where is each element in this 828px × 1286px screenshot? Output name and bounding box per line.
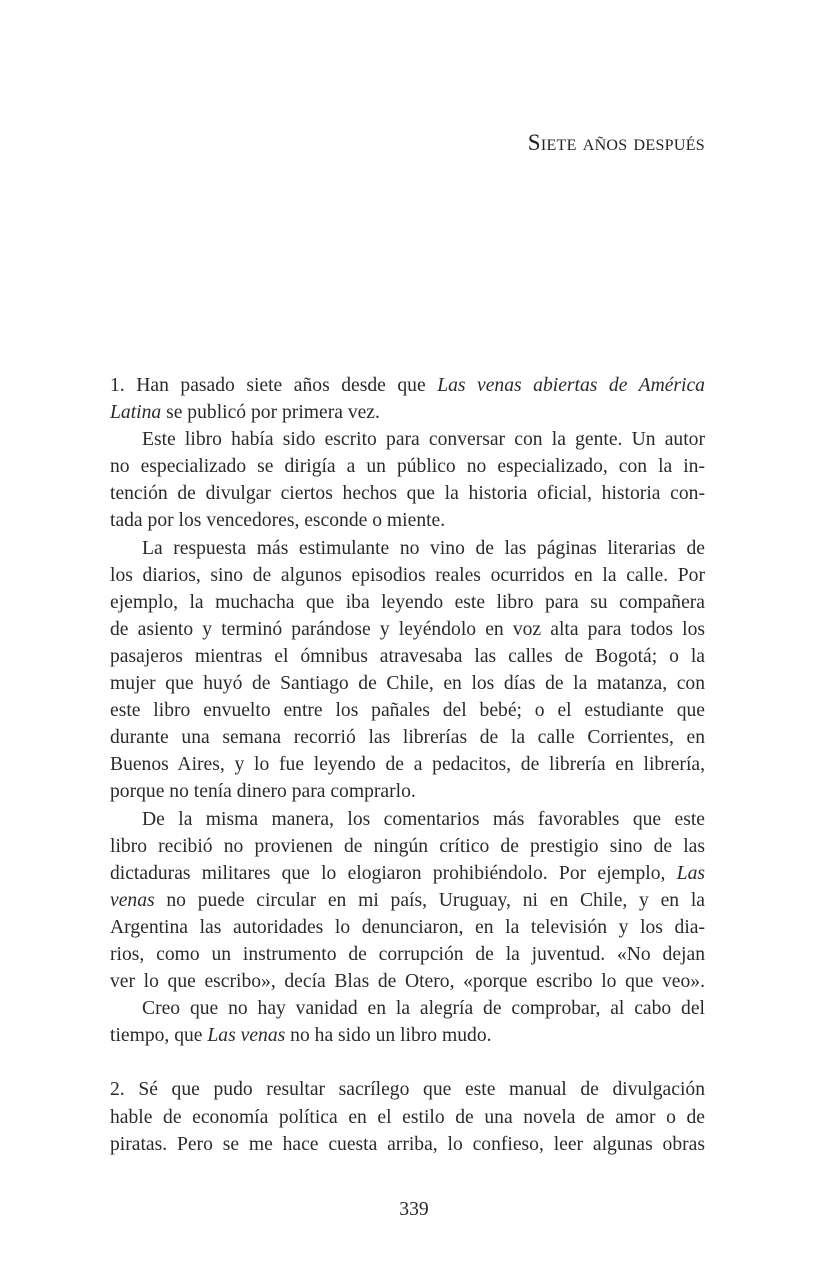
italic-title-text: Latina	[110, 402, 162, 424]
text-line	[110, 860, 705, 887]
text-run: tada por los vencedores, esconde o miente.	[110, 510, 446, 532]
text-line	[110, 1131, 705, 1158]
text-line	[110, 643, 705, 670]
text-run: hable de economía política en el estilo de una novela de amor o de	[110, 1106, 705, 1128]
text-line	[110, 399, 705, 426]
text-run: Creo que no hay vanidad en la alegría de comprobar, al cabo del	[142, 998, 705, 1020]
text-run: de asiento y terminó parándose y leyéndolo en voz alta para todos los	[110, 618, 705, 640]
text-line	[110, 535, 705, 562]
text-line	[110, 778, 705, 805]
text-line	[110, 806, 705, 833]
text-run: ejemplo, la muchacha que iba leyendo este libro para su compañera	[110, 591, 705, 613]
text-line	[110, 1022, 705, 1049]
body-text	[110, 372, 705, 1158]
text-line	[110, 1049, 705, 1076]
text-run: 1. Han pasado siete años desde que	[110, 375, 438, 396]
text-run: ver lo que escribo», decía Blas de Otero, «porque escribo lo que veo».	[110, 971, 705, 993]
text-line	[110, 426, 705, 453]
text-run: los diarios, sino de algunos episodios reales ocurridos en la calle. Por	[110, 564, 705, 586]
text-line	[110, 453, 705, 480]
text-line	[110, 1076, 705, 1103]
text-run: no especializado se dirigía a un público no especializado, con la in-	[110, 456, 705, 478]
italic-title-text: Las venas abiertas de América	[437, 375, 705, 396]
text-line	[110, 697, 705, 724]
text-run: no ha sido un libro mudo.	[285, 1025, 492, 1047]
text-line	[110, 995, 705, 1022]
text-line	[110, 670, 705, 697]
text-line	[110, 887, 705, 914]
text-run: mujer que huyó de Santiago de Chile, en los días de la matanza, con	[110, 673, 705, 695]
text-line	[110, 968, 705, 995]
text-run: Buenos Aires, y lo fue leyendo de a pedacitos, de librería en librería,	[110, 754, 705, 776]
text-run: 2. Sé que pudo resultar sacrílego que este manual de divulgación	[110, 1079, 705, 1101]
text-line	[110, 724, 705, 751]
text-line	[110, 507, 705, 534]
text-run: no puede circular en mi país, Uruguay, ni en Chile, y en la	[154, 889, 705, 911]
text-line	[110, 562, 705, 589]
text-run: De la misma manera, los comentarios más favorables que este	[142, 808, 705, 830]
text-line	[110, 372, 705, 399]
text-line	[110, 616, 705, 643]
text-line	[110, 833, 705, 860]
text-line	[110, 751, 705, 778]
page-number: 339	[399, 1199, 429, 1220]
text-run: durante una semana recorrió las librerías de la calle Corrientes, en	[110, 727, 705, 749]
text-run: tención de divulgar ciertos hechos que la historia oficial, historia con-	[110, 483, 705, 505]
text-line	[110, 589, 705, 616]
text-line	[110, 480, 705, 507]
text-run: tiempo, que	[110, 1025, 208, 1047]
text-line	[110, 914, 705, 941]
text-run: rios, como un instrumento de corrupción de la juventud. «No dejan	[110, 943, 705, 965]
text-run: La respuesta más estimulante no vino de las páginas literarias de	[142, 537, 705, 559]
text-run: este libro envuelto entre los pañales del bebé; o el estudiante que	[110, 700, 705, 722]
text-run: porque no tenía dinero para comprarlo.	[110, 781, 416, 803]
italic-title-text: Las	[676, 862, 705, 884]
italic-title-text: Las venas	[207, 1025, 286, 1047]
text-run: piratas. Pero se me hace cuesta arriba, lo confieso, leer algunas obras	[110, 1133, 705, 1155]
text-line	[110, 941, 705, 968]
text-run: Este libro había sido escrito para conversar con la gente. Un autor	[142, 429, 705, 451]
text-run: se publicó por primera vez.	[161, 402, 380, 424]
text-run: pasajeros mientras el ómnibus atravesaba las calles de Bogotá; o la	[110, 645, 705, 667]
text-run: Argentina las autoridades lo denunciaron, en la televisión y los dia-	[110, 916, 705, 938]
italic-title-text: venas	[110, 889, 155, 911]
text-line	[110, 1104, 705, 1131]
text-run: dictaduras militares que lo elogiaron prohibiéndolo. Por ejemplo,	[110, 862, 677, 884]
running-header-title: Siete años después	[527, 130, 705, 155]
text-run: libro recibió no provienen de ningún crítico de prestigio sino de las	[110, 835, 705, 857]
